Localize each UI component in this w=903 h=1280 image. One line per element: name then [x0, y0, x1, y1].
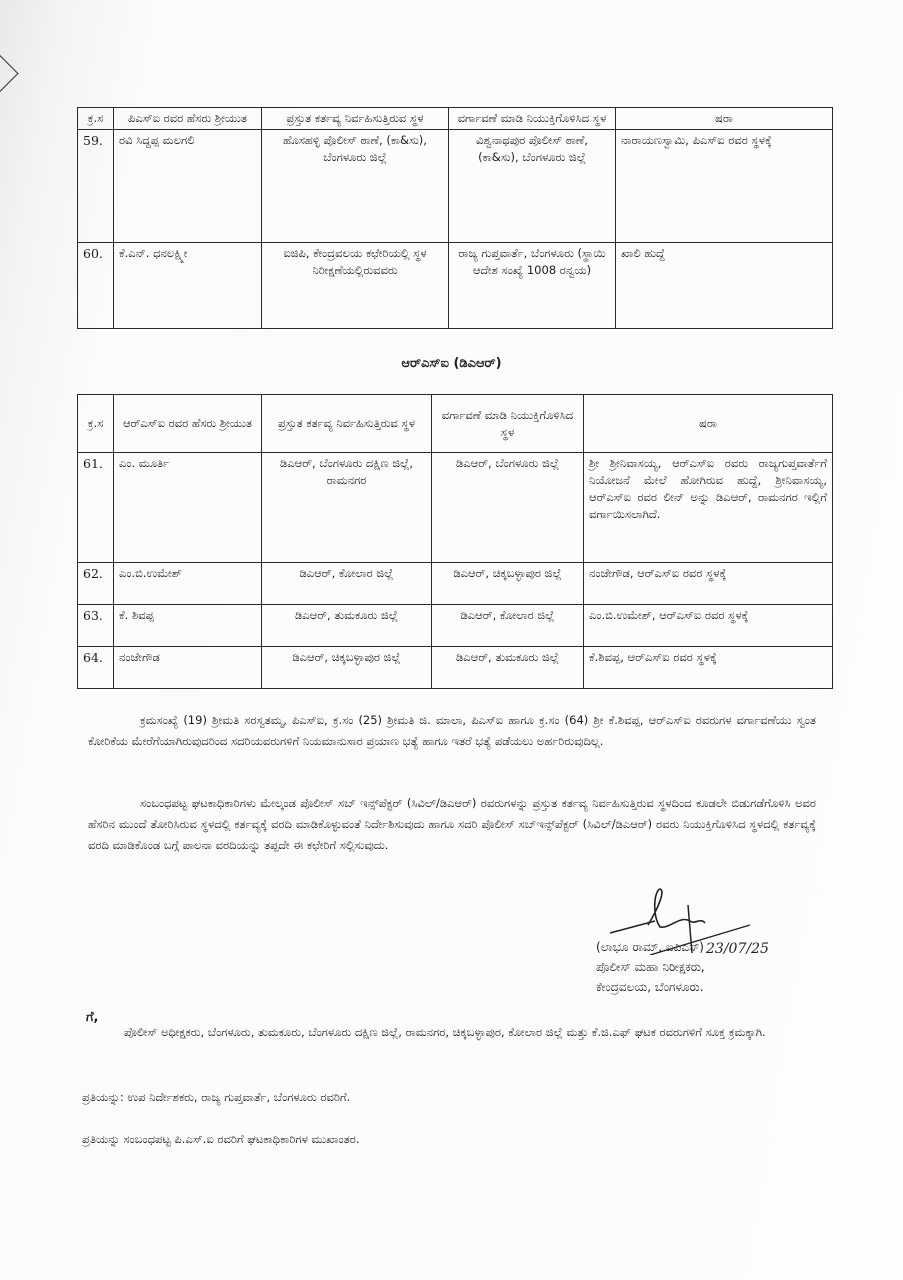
paragraph-text: ಕ್ರಮಸಂಖ್ಯೆ (19) ಶ್ರೀಮತಿ ಸರಸ್ವತಮ್ಮ, ಪಿಎಸ್‌ಐ, ಕ್ರ.ಸಂ (25) ಶ್ರೀಮತಿ ಜಿ. ಮಾಲಾ, ಪಿಎಸ್‌ಐ ಹಾಗೂ ಕ್ರ.ಸಂ (64) ಶ್ರೀ ಕೆ.ಶಿವಪ್ಪ, ಆರ್‌ಎಸ್‌ಐ ರವರುಗಳ ವರ್ಗಾವಣೆಯು ಸ್ವಂತ ಕೋರಿಕೆಯ ಮೇರೆಗೆಯಾಗಿರುವುದರಿಂದ ಸದರಿಯವರುಗಳಿಗೆ ನಿಯಮಾನುಸಾರ ಪ್ರಯಾಣ ಭತ್ಯೆ ಹಾಗೂ ಇತರೆ ಭತ್ಯೆ ಪಡೆಯಲು ಅರ್ಹರಿರುವುದಿಲ್ಲ. — [88, 713, 816, 748]
psi-transfer-table — [77, 107, 833, 329]
addressee-label: ಗೆ, — [86, 1010, 99, 1025]
sl-no: 59. — [78, 130, 114, 243]
table-header-row — [78, 108, 833, 130]
addressee-list — [88, 1022, 816, 1043]
table-row — [78, 453, 833, 563]
sl-no: 64. — [78, 647, 114, 689]
addressee-text: ಪೊಲೀಸ್ ಅಧೀಕ್ಷಕರು, ಬೆಂಗಳೂರು, ತುಮಕೂರು, ಬೆಂಗಳೂರು ದಕ್ಷಿಣ ಜಿಲ್ಲೆ, ರಾಮನಗರ, ಚಿಕ್ಕಬಳ್ಳಾಪುರ, ಕೋಲಾರ ಜಿಲ್ಲೆ ಮತ್ತು ಕೆ.ಜಿ.ಎಫ್ ಘಟಕ ರವರುಗಳಿಗೆ ಸೂಕ್ತ ಕ್ರಮಕ್ಕಾಗಿ. — [124, 1025, 766, 1039]
remarks: ಕೆ.ಶಿವಪ್ಪ, ಆರ್‌ಎಸ್‌ಐ ರವರ ಸ್ಥಳಕ್ಕೆ — [584, 647, 833, 689]
current-place: ಹೊಸಹಳ್ಳಿ ಪೊಲೀಸ್ ಠಾಣೆ, (ಕಾ&ಸು), ಬೆಂಗಳೂರು ಜಿಲ್ಲೆ — [262, 130, 449, 243]
rsi-transfer-table — [77, 394, 833, 689]
signatory-office: ಕೇಂದ್ರವಲಯ, ಬೆಂಗಳೂರು. — [596, 980, 704, 994]
table-row — [78, 243, 833, 329]
col-header-transferred-place: ವರ್ಗಾವಣೆ ಮಾಡಿ ನಿಯುಕ್ತಿಗೊಳಿಸಿದ ಸ್ಥಳ — [432, 395, 584, 453]
remarks: ಖಾಲಿ ಹುದ್ದೆ — [616, 243, 833, 329]
table-row — [78, 647, 833, 689]
remarks: ನಂಜೇಗೌಡ, ಆರ್‌ಎಸ್‌ಐ ರವರ ಸ್ಥಳಕ್ಕೆ — [584, 563, 833, 605]
remarks: ಶ್ರೀ ಶ್ರೀನಿವಾಸಯ್ಯ, ಆರ್‌ಎಸ್‌ಐ ರವರು ರಾಜ್ಯಗುಪ್ತವಾರ್ತೆಗೆ ನಿಯೋಜನೆ ಮೇಲೆ ಹೋಗಿರುವ ಹುದ್ದೆ, ಶ್ರೀನಿವಾಸಯ್ಯ, ಆರ್‌ಎಸ್‌ಐ ರವರ ಲೀನ್ ಅನ್ನು ಡಿಎಆರ್, ರಾಮನಗರ ಇಲ್ಲಿಗೆ ವರ್ಗಾಯಿಸಲಾಗಿದೆ. — [584, 453, 833, 563]
remarks: ಎಂ.ಬಿ.ಉಮೇಶ್, ಆರ್‌ಎಸ್‌ಐ ರವರ ಸ್ಥಳಕ್ಕೆ — [584, 605, 833, 647]
table-row — [78, 605, 833, 647]
col-header-remarks: ಷರಾ — [616, 108, 833, 130]
sl-no: 62. — [78, 563, 114, 605]
col-header-remarks: ಷರಾ — [584, 395, 833, 453]
officer-name: ಎಂ. ಮೂರ್ತಿ — [114, 453, 262, 563]
table-header-row — [78, 395, 833, 453]
section-title-rsi-dar: ಆರ್‌ಎಸ್‌ಐ (ಡಿಎಆರ್) — [401, 356, 502, 371]
col-header-sl: ಕ್ರ.ಸ — [78, 395, 114, 453]
copy-to-psi: ಪ್ರತಿಯನ್ನು ಸಂಬಂಧಪಟ್ಟ ಪಿ.ಎಸ್.ಐ ರವರಿಗೆ ಘಟಕಾಧಿಕಾರಿಗಳ ಮುಖಾಂತರ. — [82, 1132, 360, 1146]
officer-name: ಕೆ.ಎನ್. ಧನಲಕ್ಷ್ಮೀ — [114, 243, 262, 329]
officer-name: ನಂಜೇಗೌಡ — [114, 647, 262, 689]
travel-allowance-note — [88, 710, 816, 752]
transferred-place: ಡಿಎಆರ್, ತುಮಕೂರು ಜಿಲ್ಲೆ — [432, 647, 584, 689]
signature-date: 23/07/25 — [706, 941, 769, 955]
transferred-place: ವಿಶ್ವನಾಥಪುರ ಪೊಲೀಸ್ ಠಾಣೆ, (ಕಾ&ಸು), ಬೆಂಗಳೂರು ಜಿಲ್ಲೆ — [449, 130, 616, 243]
table-row — [78, 563, 833, 605]
col-header-name: ಆರ್‌ಎಸ್‌ಐ ರವರ ಹೆಸರು ಶ್ರೀಯುತ — [114, 395, 262, 453]
table-row — [78, 130, 833, 243]
transferred-place: ರಾಜ್ಯ ಗುಪ್ತವಾರ್ತೆ, ಬೆಂಗಳೂರು (ಸ್ಥಾಯಿ ಆದೇಶ ಸಂಖ್ಯೆ 1008 ರನ್ವಯ) — [449, 243, 616, 329]
col-header-name: ಪಿಎಸ್‌ಐ ರವರ ಹೆಸರು ಶ್ರೀಯುತ — [114, 108, 262, 130]
sl-no: 61. — [78, 453, 114, 563]
officer-name: ರವಿ ಸಿದ್ದಪ್ಪ ಮಲಗಲಿ — [114, 130, 262, 243]
remarks: ನಾರಾಯಣಸ್ವಾಮಿ, ಪಿಎಸ್‌ಐ ರವರ ಸ್ಥಳಕ್ಕೆ — [616, 130, 833, 243]
signatory-name: (ಲಾಭೂ ರಾಮ್, ಐಪಿಎಸ್) — [596, 940, 704, 954]
col-header-sl: ಕ್ರ.ಸ — [78, 108, 114, 130]
sl-no: 60. — [78, 243, 114, 329]
transferred-place: ಡಿಎಆರ್, ಚಿಕ್ಕಬಳ್ಳಾಪುರ ಜಿಲ್ಲೆ — [432, 563, 584, 605]
col-header-transferred-place: ವರ್ಗಾವಣೆ ಮಾಡಿ ನಿಯುಕ್ತಿಗೊಳಿಸಿದ ಸ್ಥಳ — [449, 108, 616, 130]
current-place: ಡಿಎಆರ್, ತುಮಕೂರು ಜಿಲ್ಲೆ — [262, 605, 432, 647]
current-place: ಡಿಎಆರ್, ಚಿಕ್ಕಬಳ್ಳಾಪುರ ಜಿಲ್ಲೆ — [262, 647, 432, 689]
transferred-place: ಡಿಎಆರ್, ಕೋಲಾರ ಜಿಲ್ಲೆ — [432, 605, 584, 647]
col-header-current-place: ಪ್ರಸ್ತುತ ಕರ್ತವ್ಯ ನಿರ್ವಹಿಸುತ್ತಿರುವ ಸ್ಥಳ — [262, 395, 432, 453]
officer-name: ಕೆ. ಶಿವಪ್ಪ — [114, 605, 262, 647]
paragraph-text: ಸಂಬಂಧಪಟ್ಟ ಘಟಕಾಧಿಕಾರಿಗಳು ಮೇಲ್ಕಂಡ ಪೊಲೀಸ್ ಸಬ್ ಇನ್ಸ್‌ಪೆಕ್ಟರ್ (ಸಿವಿಲ್/ಡಿಎಆರ್) ರವರುಗಳನ್ನು ಪ್ರಸ್ತುತ ಕರ್ತವ್ಯ ನಿರ್ವಹಿಸುತ್ತಿರುವ ಸ್ಥಳದಿಂದ ಕೂಡಲೇ ಬಿಡುಗಡೆಗೊಳಿಸಿ ಅವರ ಹೆಸರಿನ ಮುಂದೆ ತೋರಿಸಿರುವ ಸ್ಥಳದಲ್ಲಿ ಕರ್ತವ್ಯಕ್ಕೆ ವರದಿ ಮಾಡಿಕೊಳ್ಳುವಂತೆ ನಿರ್ದೇಶಿಸುವುದು ಹಾಗೂ ಸದರಿ ಪೊಲೀಸ್ ಸಬ್‌ಇನ್ಸ್‌ಪೆಕ್ಟರ್ (ಸಿವಿಲ್/ಡಿಎಆರ್) ರವರು ನಿಯುಕ್ತಿಗೊಳಿಸಿದ ಸ್ಥಳದಲ್ಲಿ ಕರ್ತವ್ಯಕ್ಕೆ ವರದಿ ಮಾಡಿಕೊಂಡ ಬಗ್ಗೆ ಪಾಲನಾ ವರದಿಯನ್ನು ತಪ್ಪದೇ ಈ ಕಛೇರಿಗೆ ಸಲ್ಲಿಸುವುದು. — [88, 796, 816, 852]
officer-name: ಎಂ.ಬಿ.ಉಮೇಶ್ — [114, 563, 262, 605]
transferred-place: ಡಿಎಆರ್, ಬೆಂಗಳೂರು ಜಿಲ್ಲೆ — [432, 453, 584, 563]
current-place: ಡಿಎಆರ್, ಕೋಲಾರ ಜಿಲ್ಲೆ — [262, 563, 432, 605]
current-place: ಐಜಿಪಿ, ಕೇಂದ್ರವಲಯ ಕಛೇರಿಯಲ್ಲಿ ಸ್ಥಳ ನಿರೀಕ್ಷಣೆಯಲ್ಲಿರುವವರು — [262, 243, 449, 329]
sl-no: 63. — [78, 605, 114, 647]
signatory-designation: ಪೊಲೀಸ್ ಮಹಾ ನಿರೀಕ್ಷಕರು, — [596, 960, 705, 974]
relieving-instruction — [88, 793, 816, 856]
col-header-current-place: ಪ್ರಸ್ತುತ ಕರ್ತವ್ಯ ನಿರ್ವಹಿಸುತ್ತಿರುವ ಸ್ಥಳ — [262, 108, 449, 130]
copy-to-intelligence: ಪ್ರತಿಯನ್ನು: ಉಪ ನಿರ್ದೇಶಕರು, ರಾಜ್ಯ ಗುಪ್ತವಾರ್ತೆ, ಬೆಂಗಳೂರು ರವರಿಗೆ. — [82, 1090, 351, 1104]
signatory-block — [596, 937, 705, 997]
current-place: ಡಿಎಆರ್, ಬೆಂಗಳೂರು ದಕ್ಷಿಣ ಜಿಲ್ಲೆ, ರಾಮನಗರ — [262, 453, 432, 563]
